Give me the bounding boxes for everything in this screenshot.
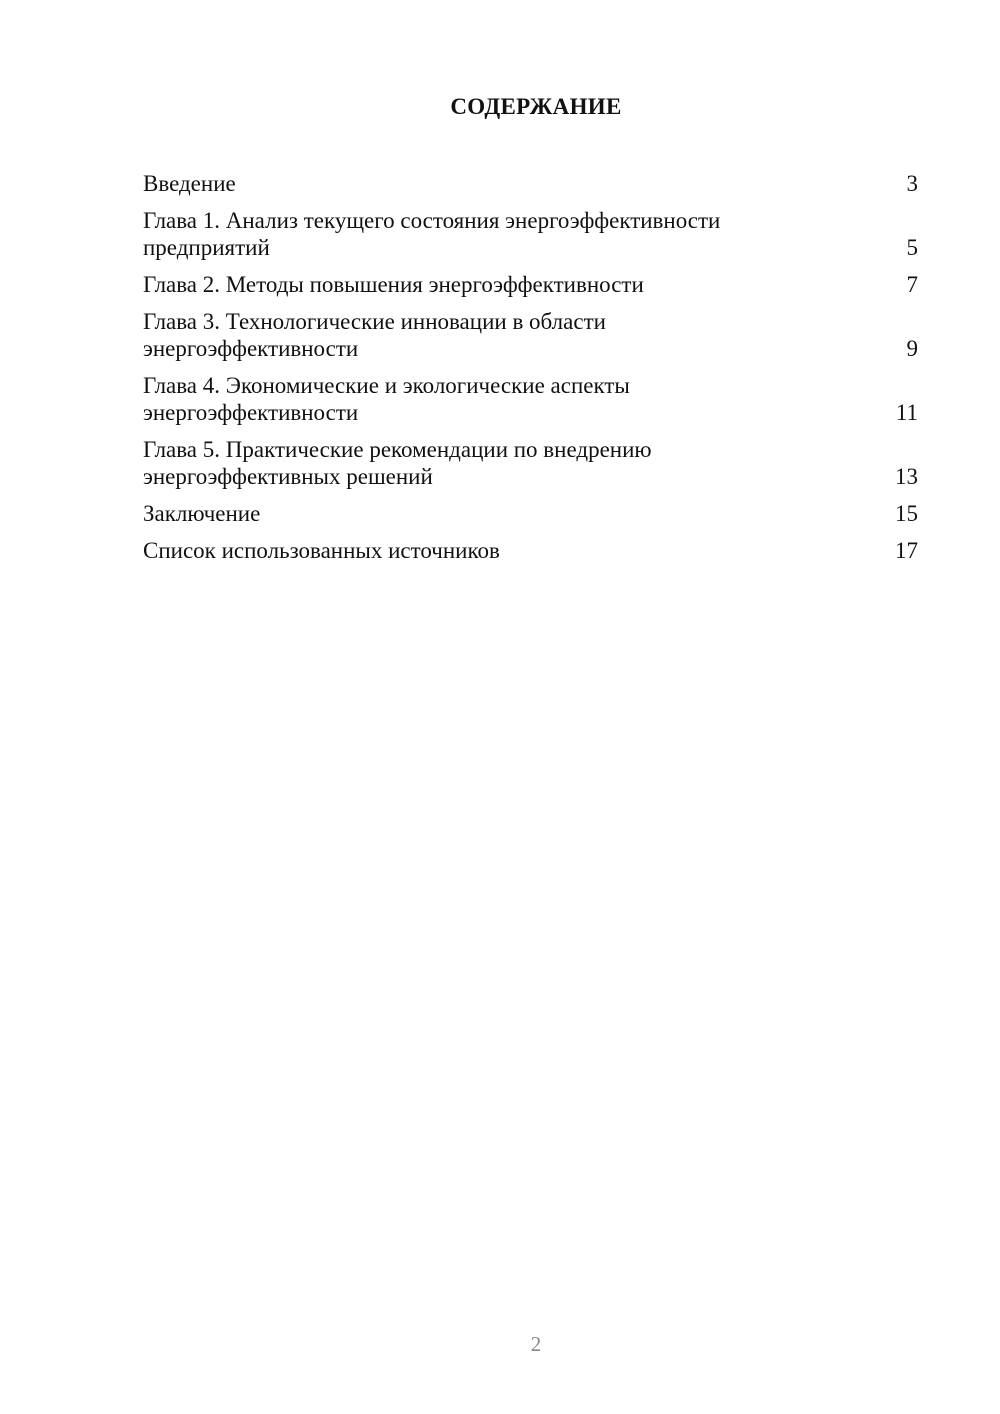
toc-entry-page: 17 <box>895 538 918 563</box>
toc-entry-chapter-4 <box>143 372 918 426</box>
toc-entry-text: Заключение <box>143 501 261 526</box>
toc-entry-chapter-2 <box>143 271 918 298</box>
toc-entry-text: Список использованных источников <box>143 538 500 563</box>
toc-entry-introduction <box>143 170 918 197</box>
toc-entry-chapter-1 <box>143 207 918 261</box>
toc-entry-page: 13 <box>895 464 918 489</box>
toc-title: СОДЕРЖАНИЕ <box>450 94 622 119</box>
toc-entry-references <box>143 537 918 564</box>
table-of-contents <box>143 170 918 574</box>
page-number: 2 <box>530 1332 542 1356</box>
toc-entry-text: Глава 5. Практические рекомендации по внедрению энергоэффективных решений <box>143 437 652 489</box>
toc-entry-page: 5 <box>906 235 918 260</box>
toc-entry-text: Глава 4. Экономические и экологические аспекты энергоэффективности <box>143 373 630 425</box>
toc-entry-page: 7 <box>906 272 918 297</box>
toc-entry-page: 3 <box>906 171 918 196</box>
toc-entry-chapter-5 <box>143 436 918 490</box>
toc-entry-text: Глава 2. Методы повышения энергоэффективности <box>143 272 644 297</box>
toc-entry-conclusion <box>143 500 918 527</box>
toc-entry-page: 11 <box>895 400 918 425</box>
toc-entry-page: 15 <box>895 501 918 526</box>
toc-entry-text: Введение <box>143 171 236 196</box>
toc-entry-text: Глава 1. Анализ текущего состояния энергоэффективности предприятий <box>143 208 721 260</box>
toc-entry-chapter-3 <box>143 308 918 362</box>
toc-entry-text: Глава 3. Технологические инновации в области энергоэффективности <box>143 309 606 361</box>
toc-entry-page: 9 <box>906 336 918 361</box>
